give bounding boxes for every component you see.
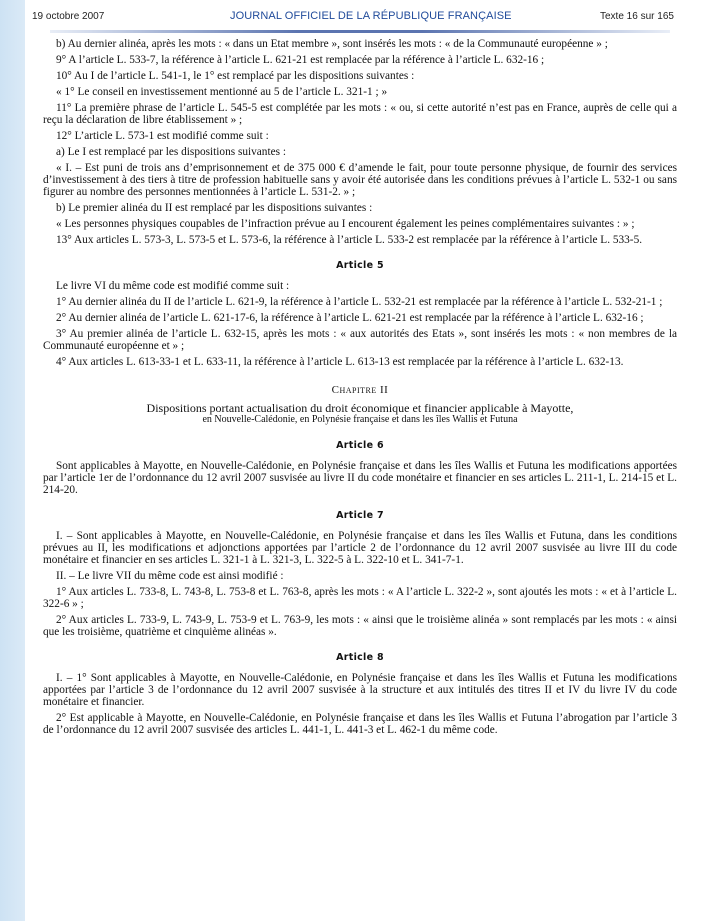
paragraph: 12° L’article L. 573-1 est modifié comme suit :	[56, 130, 269, 142]
paragraph: « I. – Est puni de trois ans d’emprisonnement et de 375 000 € d’amende le fait, pour toute personne physique, de fournir des services d’investissement à des tiers à titre de profession habituelle sans y avoir été autorisée dans les conditions prévues à l’article L. 532-1 ou sans figurer au nombre des personnes mentionnées à l’article L. 531-2. » ;	[43, 162, 677, 198]
journal-title: JOURNAL OFFICIEL DE LA RÉPUBLIQUE FRANÇAISE	[230, 10, 512, 22]
paragraph: a) Le I est remplacé par les dispositions suivantes :	[56, 146, 286, 158]
paragraph: 4° Aux articles L. 613-33-1 et L. 633-11, la référence à l’article L. 613-13 est remplacée par la référence à l’article L. 632-13.	[56, 356, 624, 368]
paragraph: « Les personnes physiques coupables de l’infraction prévue au I encourent également les peines complémentaires suivantes : » ;	[56, 218, 635, 230]
page-counter: Texte 16 sur 165	[600, 11, 674, 22]
paragraph: b) Au dernier alinéa, après les mots : « dans un Etat membre », sont insérés les mots : « de la Communauté européenne » ;	[56, 38, 608, 50]
chapter-title: Dispositions portant actualisation du droit économique et financier applicable à Mayotte,	[146, 401, 574, 415]
left-margin-band	[0, 0, 25, 921]
article-heading: Article 5	[336, 260, 384, 271]
paragraph: II. – Le livre VII du même code est ainsi modifié :	[56, 570, 284, 582]
paragraph: 2° Est applicable à Mayotte, en Nouvelle-Calédonie, en Polynésie française et dans les îles Wallis et Futuna l’abrogation par l’article 3 de l’ordonnance du 12 avril 2007 susvisée des articles L. 441-1, L. 441-3 et L. 462-1 du même code.	[43, 712, 677, 736]
paragraph: b) Le premier alinéa du II est remplacé par les dispositions suivantes :	[56, 202, 373, 214]
paragraph: Sont applicables à Mayotte, en Nouvelle-Calédonie, en Polynésie française et dans les îles Wallis et Futuna les modifications apportées par l’article 1er de l’ordonnance du 12 avril 2007 susvisée au livre II du code monétaire et financier en ses articles L. 211-1, L. 214-15 et L. 214-20.	[43, 460, 677, 496]
paragraph: I. – 1° Sont applicables à Mayotte, en Nouvelle-Calédonie, en Polynésie française et dans les îles Wallis et Futuna les modifications apportées par l’article 3 de l’ordonnance du 12 avril 2007 susvisée à la structure et aux intitulés des titres II et IV du livre IV du code monétaire et financier.	[43, 672, 677, 708]
paragraph: 1° Au dernier alinéa du II de l’article L. 621-9, la référence à l’article L. 532-21 est remplacée par la référence à l’article L. 532-21-1 ;	[56, 296, 663, 308]
paragraph: 1° Aux articles L. 733-8, L. 743-8, L. 753-8 et L. 763-8, après les mots : « A l’article L. 322-2 », sont ajoutés les mots : « et à l’article L. 322-6 » ;	[43, 586, 677, 610]
article-heading: Article 8	[336, 652, 384, 663]
paragraph: 10° Au I de l’article L. 541-1, le 1° est remplacé par les dispositions suivantes :	[56, 70, 415, 82]
paragraph: 11° La première phrase de l’article L. 545-5 est complétée par les mots : « ou, si cette autorité n’est pas en France, auprès de celle qui a reçu la déclaration de libre établissement » ;	[43, 102, 677, 126]
header-date: 19 octobre 2007	[32, 11, 105, 22]
paragraph: 9° A l’article L. 533-7, la référence à l’article L. 621-21 est remplacée par la référence à l’article L. 632-16 ;	[56, 54, 545, 66]
page-header	[0, 0, 708, 30]
paragraph: 13° Aux articles L. 573-3, L. 573-5 et L. 573-6, la référence à l’article L. 533-2 est remplacée par la référence à l’article L. 533-5.	[56, 234, 643, 246]
chapter-label: Chapitre II	[331, 384, 389, 396]
paragraph: I. – Sont applicables à Mayotte, en Nouvelle-Calédonie, en Polynésie française et dans les îles Wallis et Futuna, dans les conditions prévues au II, les modifications et adjonctions apportées par l’article 2 de l’ordonnance du 12 avril 2007 susvisée au livre III du code monétaire et financier en ses articles L. 321-1 à L. 321-3, L. 322-5 à L. 322-10 et L. 341-7-1.	[43, 530, 677, 566]
article-heading: Article 7	[336, 510, 384, 521]
paragraph: 2° Aux articles L. 733-9, L. 743-9, L. 753-9 et L. 763-9, les mots : « ainsi que le troisième alinéa » sont remplacés par les mots : « ainsi que les troisième, quatrième et cinquième alinéas ».	[43, 614, 677, 638]
paragraph: Le livre VI du même code est modifié comme suit :	[56, 280, 290, 292]
chapter-title-continued: en Nouvelle-Calédonie, en Polynésie française et dans les îles Wallis et Futuna	[202, 414, 518, 425]
article-heading: Article 6	[336, 440, 384, 451]
paragraph: 3° Au premier alinéa de l’article L. 632-15, après les mots : « aux autorités des Etats », sont insérés les mots : « non membres de la Communauté européenne et » ;	[43, 328, 677, 352]
paragraph: 2° Au dernier alinéa de l’article L. 621-17-6, la référence à l’article L. 621-21 est remplacée par la référence à l’article L. 632-16 ;	[56, 312, 644, 324]
document-body	[43, 38, 677, 740]
paragraph: « 1° Le conseil en investissement mentionné au 5 de l’article L. 321-1 ; »	[56, 86, 388, 98]
header-divider	[50, 30, 670, 33]
